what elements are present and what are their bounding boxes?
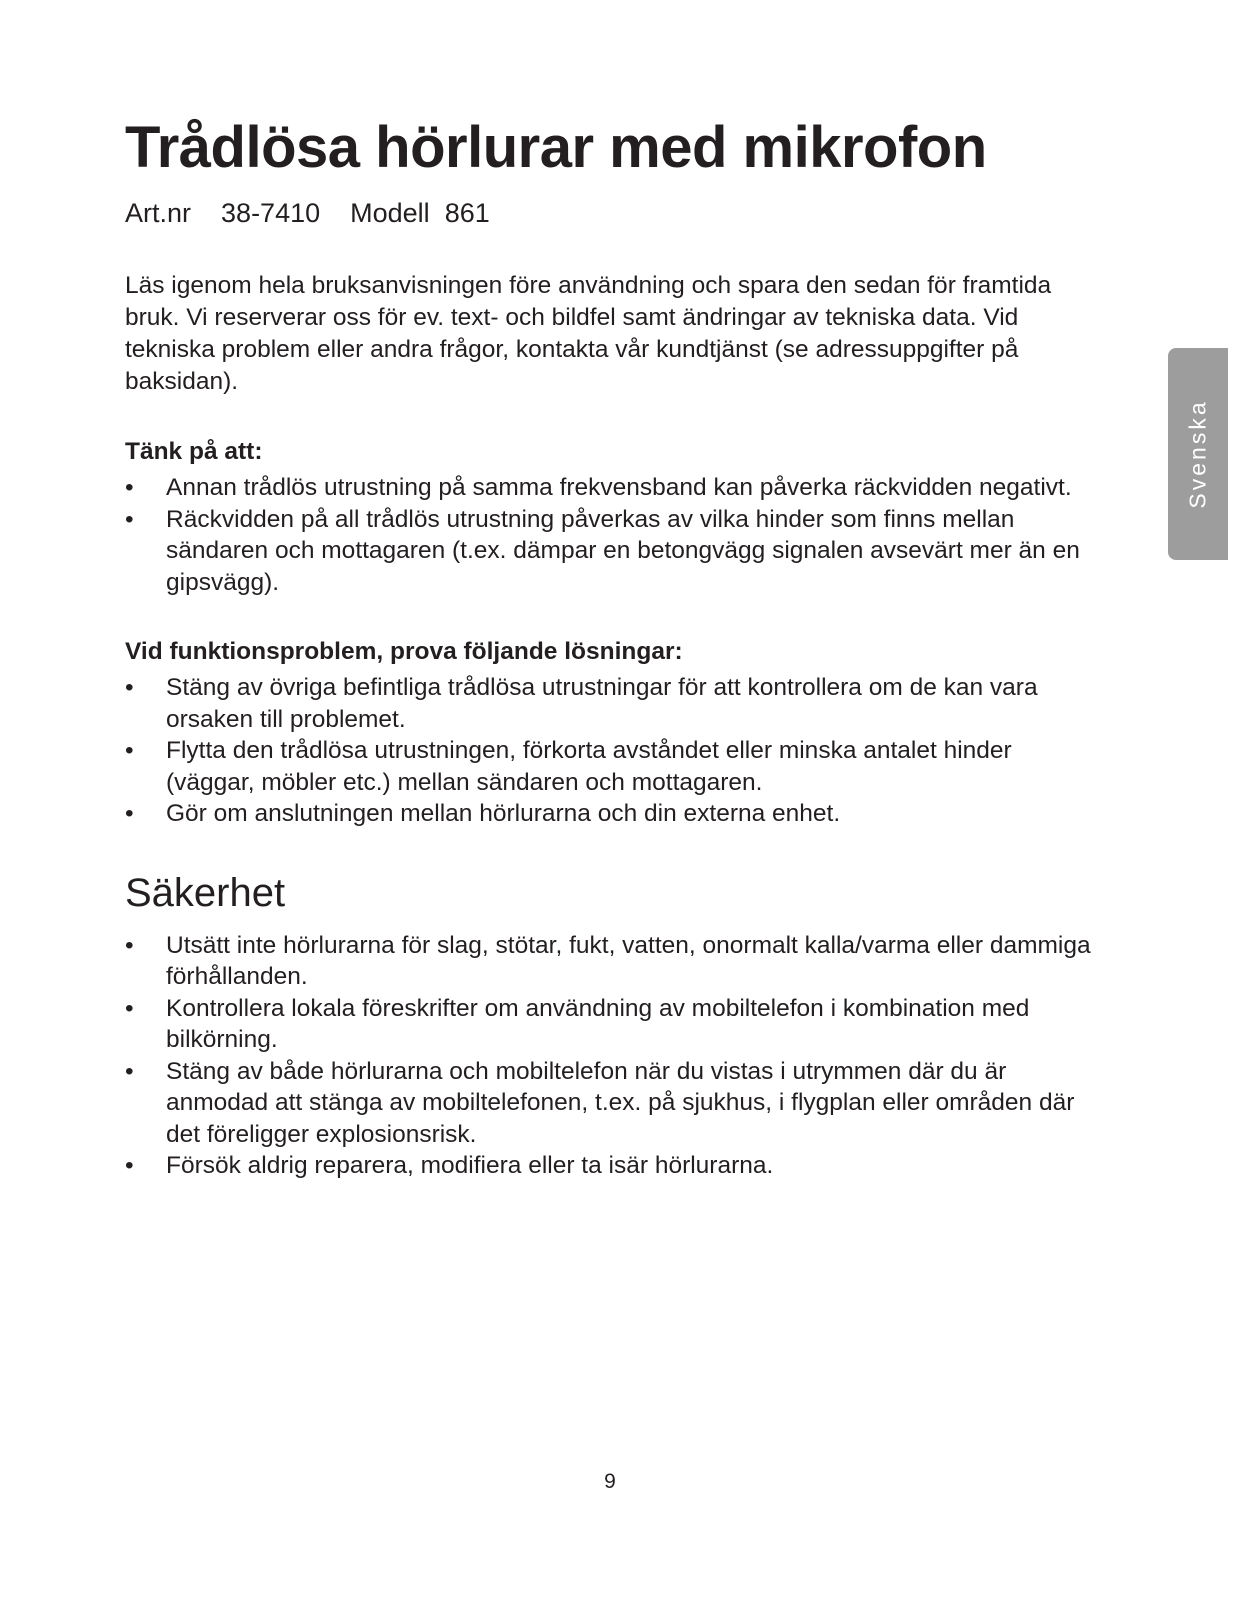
bullet-icon: • [125,994,134,1022]
model-number: 861 [444,198,490,228]
bullet-icon: • [125,737,134,764]
note-list [125,472,1115,598]
art-number: 38-7410 [221,198,321,228]
list-item-text: Stäng av övriga befintliga trådlösa utrustningar för att kontrollera om de kan vara orsaken till problemet. [166,674,1038,733]
language-tab-label: Svenska [1184,399,1211,509]
list-item-text: Flytta den trådlösa utrustningen, förkorta avståndet eller minska antalet hinder (väggar, möbler etc.) mellan sändaren och mottagaren. [166,737,1012,796]
list-item [125,672,1106,735]
list-item-text: Försök aldrig reparera, modifiera eller ta isär hörlurarna. [166,1152,774,1179]
language-tab [1168,348,1228,560]
art-label: Art.nr [125,198,192,228]
list-item [125,472,1106,504]
intro-paragraph: Läs igenom hela bruksanvisningen före användning och spara den sedan för framtida bruk. Vi reserverar oss för ev. text- och bildfel samt ändringar av tekniska data. Vid tekniska problem eller andra frågor, kontakta vår kundtjänst (se adressuppgifter på baksidan). [125,272,1052,395]
manual-page [125,110,1115,1182]
list-item-text: Utsätt inte hörlurarna för slag, stötar, fukt, vatten, onormalt kalla/varma eller dammiga förhållanden. [166,931,1091,990]
bullet-icon: • [125,674,134,701]
list-item [125,798,1106,830]
list-item [125,1150,1106,1182]
list-item [125,993,1106,1056]
list-item [125,930,1106,993]
list-item [125,735,1106,798]
page-title: Trådlösa hörlurar med mikrofon [125,115,987,180]
bullet-icon: • [125,931,134,959]
page-number: 9 [604,1470,616,1493]
list-item-text: Annan trådlös utrustning på samma frekvensband kan påverka räckvidden negativt. [166,474,1072,501]
bullet-icon: • [125,505,134,533]
list-item-text: Kontrollera lokala föreskrifter om användning av mobiltelefon i kombination med bilkörning. [166,994,1030,1053]
list-item [125,504,1106,599]
troubleshooting-heading: Vid funktionsproblem, prova följande lösningar: [125,638,683,665]
bullet-icon: • [125,474,134,501]
model-label: Modell [350,198,430,228]
bullet-icon: • [125,1152,134,1179]
note-heading: Tänk på att: [125,438,263,465]
bullet-icon: • [125,1057,134,1085]
safety-heading: Säkerhet [125,870,286,915]
list-item-text: Räckvidden på all trådlös utrustning påverkas av vilka hinder som finns mellan sändaren och mottagaren (t.ex. dämpar en betongvägg signalen avsevärt mer än en gipsvägg). [166,505,1080,596]
list-item-text: Stäng av både hörlurarna och mobiltelefon när du vistas i utrymmen där du är anmodad att stänga av mobiltelefonen, t.ex. på sjukhus, i flygplan eller områden där det föreligger explosionsrisk. [166,1057,1075,1148]
safety-list [125,930,1115,1182]
bullet-icon: • [125,800,134,827]
list-item-text: Gör om anslutningen mellan hörlurarna och din externa enhet. [166,800,841,827]
product-info [125,196,1115,230]
troubleshooting-list [125,672,1115,830]
list-item [125,1056,1106,1151]
